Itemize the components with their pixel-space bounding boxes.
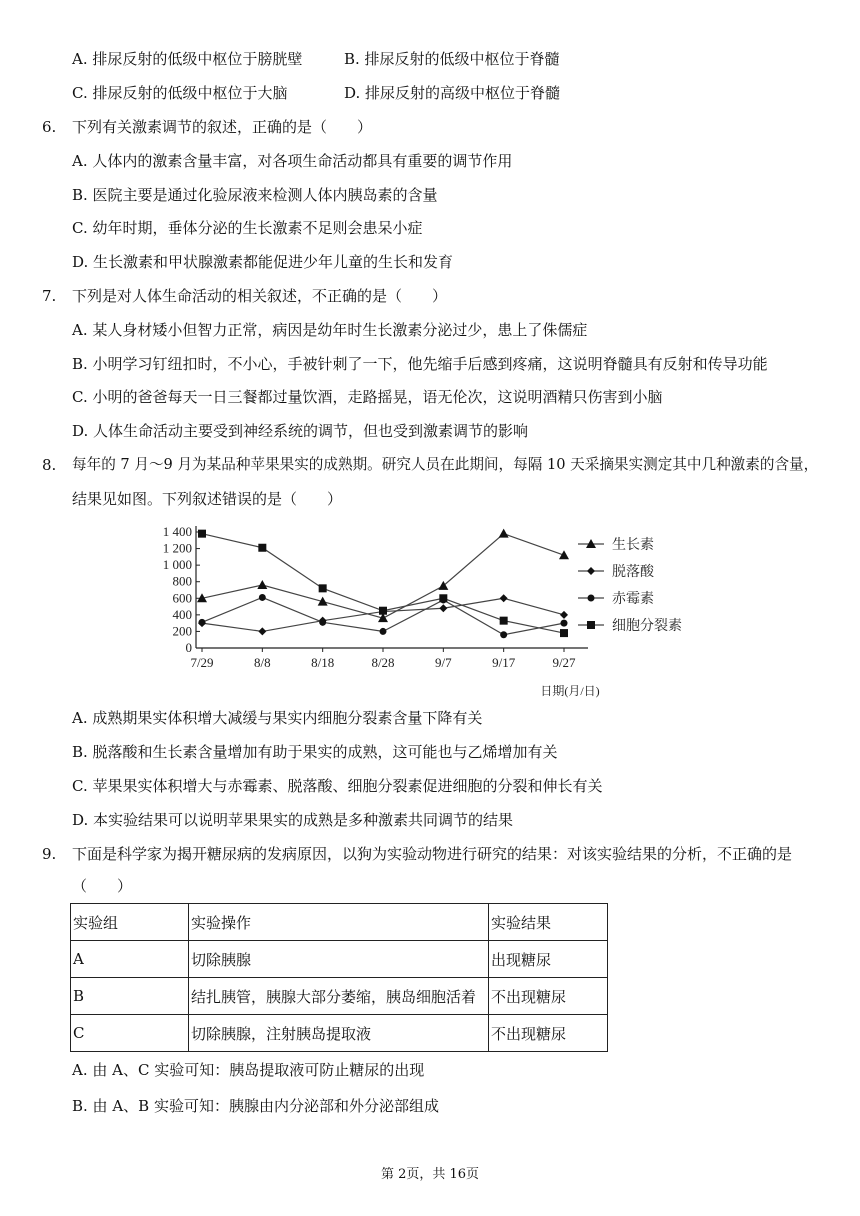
y-tick-label: 400: [172, 606, 192, 622]
data-point: [559, 550, 569, 559]
data-point: [500, 594, 508, 602]
x-tick-label: 8/28: [371, 655, 395, 670]
q7-number: 7.: [42, 287, 57, 305]
data-point: [439, 594, 447, 602]
y-tick-label: 1 000: [162, 557, 192, 573]
table-cell: 不出现糖尿: [489, 978, 608, 1015]
q7-option-b: B. 小明学习钉纽扣时，不小心，手被针刺了一下，他先缩手后感到疼痛，这说明脊髓具有反射和传导功能: [72, 355, 768, 373]
legend-label: 赤霉素: [612, 592, 654, 607]
experiment-table: [70, 903, 608, 1052]
q8-option-d: D. 本实验结果可以说明苹果果实的成熟是多种激素共同调节的结果: [72, 811, 514, 829]
table-cell: 切除胰腺: [189, 941, 489, 978]
y-tick-label: 600: [172, 590, 192, 606]
q8-stem-line2: 结果见如图。下列叙述错误的是（ ）: [72, 490, 343, 508]
q7-option-a: A. 某人身材矮小但智力正常，病因是幼年时生长激素分泌过少，患上了侏儒症: [72, 321, 588, 339]
table-header-row: [71, 904, 608, 941]
legend-label: 脱落酸: [612, 565, 654, 580]
q5-option-d: D. 排尿反射的高级中枢位于脊髓: [344, 84, 561, 102]
q6-option-b: B. 医院主要是通过化验尿液来检测人体内胰岛素的含量: [72, 186, 438, 204]
table-cell: B: [71, 978, 189, 1015]
hormone-line-chart: [150, 518, 710, 703]
q7-option-c: C. 小明的爸爸每天一日三餐都过量饮酒，走路摇晃，语无伦次，这说明酒精只伤害到小脑: [72, 388, 663, 406]
legend-marker: [587, 567, 595, 575]
q8-stem-line1: 每年的 7 月～9 月为某品种苹果果实的成熟期。研究人员在此期间，每隔 10 天采摘果实测定其中几种激素的含量，: [72, 456, 819, 473]
x-tick-label: 8/18: [311, 655, 335, 670]
data-point: [380, 628, 387, 635]
data-point: [500, 631, 507, 638]
q8-number: 8.: [42, 456, 57, 474]
q5-option-b: B. 排尿反射的低级中枢位于脊髓: [344, 50, 560, 68]
q7-option-d: D. 人体生命活动主要受到神经系统的调节，但也受到激素调节的影响: [72, 422, 529, 440]
data-point: [258, 544, 266, 552]
y-tick-label: 200: [172, 623, 192, 639]
data-point: [560, 629, 568, 637]
q9-stem-line1: 下面是科学家为揭开糖尿病的发病原因，以狗为实验动物进行研究的结果：对该实验结果的分析，不正确的是: [72, 845, 793, 863]
data-point: [561, 620, 568, 627]
q8-option-b: B. 脱落酸和生长素含量增加有助于果实的成熟，这可能也与乙烯增加有关: [72, 743, 558, 761]
q9-number: 9.: [42, 845, 57, 863]
table-header-cell: 实验结果: [489, 904, 608, 941]
legend-label: 细胞分裂素: [612, 619, 682, 634]
q5-option-a: A. 排尿反射的低级中枢位于膀胱壁: [72, 50, 303, 68]
data-point: [439, 604, 447, 612]
y-tick-label: 0: [185, 640, 192, 655]
q9-stem-line2: （ ）: [72, 877, 133, 895]
legend-marker: [587, 621, 595, 629]
data-point: [258, 627, 266, 635]
data-point: [319, 584, 327, 592]
q6-number: 6.: [42, 118, 57, 136]
q8-option-c: C. 苹果果实体积增大与赤霉素、脱落酸、细胞分裂素促进细胞的分裂和伸长有关: [72, 777, 603, 795]
q6-stem: 下列有关激素调节的叙述，正确的是（ ）: [72, 118, 373, 136]
page-footer: 第 2页，共 16页: [380, 1167, 480, 1182]
x-tick-label: 9/7: [435, 655, 452, 670]
y-tick-label: 800: [172, 573, 192, 589]
y-tick-label: 1 200: [162, 540, 192, 556]
table-cell: 切除胰腺，注射胰岛提取液: [189, 1015, 489, 1052]
chart-svg: [150, 518, 710, 703]
table-cell: 出现糖尿: [489, 941, 608, 978]
q7-stem: 下列是对人体生命活动的相关叙述，不正确的是（ ）: [72, 287, 448, 305]
data-point: [259, 594, 266, 601]
x-tick-label: 9/17: [492, 655, 516, 670]
q9-option-a: A. 由 A、C 实验可知：胰岛提取液可防止糖尿的出现: [72, 1061, 425, 1079]
x-axis-label: 日期(月/日): [540, 684, 600, 698]
data-point: [500, 617, 508, 625]
q6-option-c: C. 幼年时期，垂体分泌的生长激素不足则会患呆小症: [72, 219, 423, 237]
q5-option-c: C. 排尿反射的低级中枢位于大脑: [72, 84, 288, 102]
legend-label: 生长素: [612, 538, 654, 553]
q8-option-a: A. 成熟期果实体积增大减缓与果实内细胞分裂素含量下降有关: [72, 709, 483, 727]
x-tick-label: 7/29: [190, 655, 214, 670]
q6-option-d: D. 生长激素和甲状腺激素都能促进少年儿童的生长和发育: [72, 253, 454, 271]
table-header-cell: 实验操作: [189, 904, 489, 941]
data-point: [198, 530, 206, 538]
q9-option-b: B. 由 A、B 实验可知：胰腺由内分泌部和外分泌部组成: [72, 1097, 439, 1115]
data-point: [199, 619, 206, 626]
data-point: [257, 580, 267, 589]
data-point: [560, 611, 568, 619]
table-row: [71, 1015, 608, 1052]
x-tick-label: 9/27: [552, 655, 576, 670]
data-point: [379, 607, 387, 615]
table-header-cell: 实验组: [71, 904, 189, 941]
x-tick-label: 8/8: [254, 655, 271, 670]
table-cell: C: [71, 1015, 189, 1052]
table-cell: 不出现糖尿: [489, 1015, 608, 1052]
y-tick-label: 1 400: [162, 524, 192, 539]
table-cell: 结扎胰管，胰腺大部分萎缩，胰岛细胞活着: [189, 978, 489, 1015]
table-row: [71, 941, 608, 978]
data-point: [319, 619, 326, 626]
table-row: [71, 978, 608, 1015]
data-point: [499, 529, 509, 538]
legend-marker: [588, 595, 595, 602]
table-cell: A: [71, 941, 189, 978]
q6-option-a: A. 人体内的激素含量丰富，对各项生命活动都具有重要的调节作用: [72, 152, 513, 170]
